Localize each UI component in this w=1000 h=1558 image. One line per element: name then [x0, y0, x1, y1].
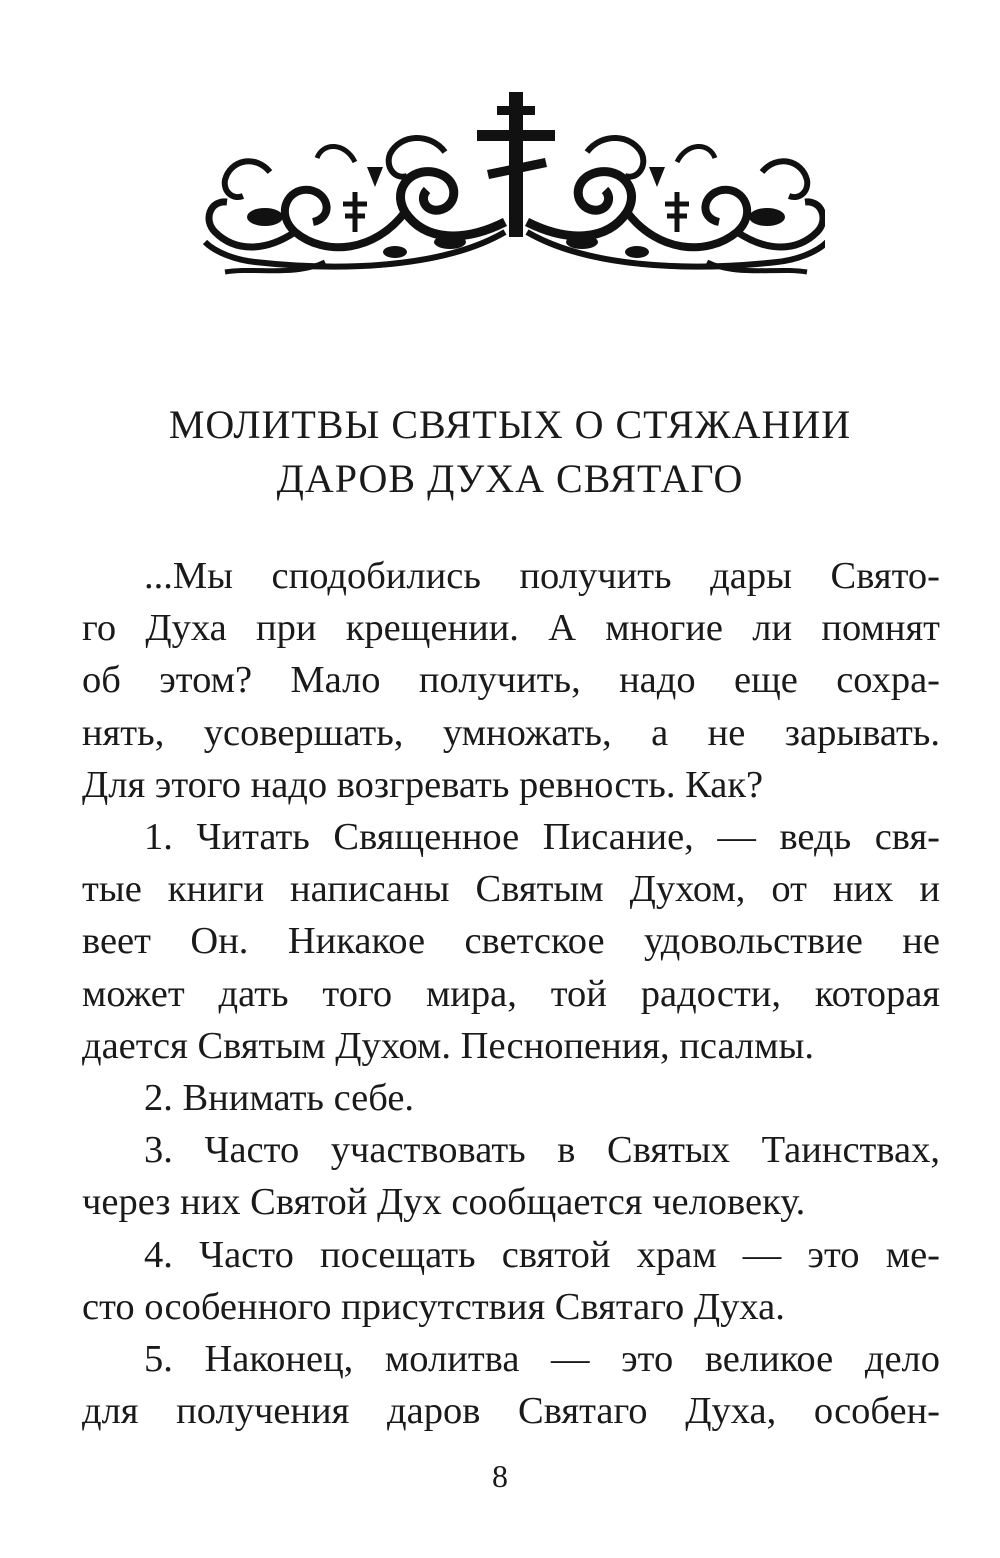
paragraph-item-4: [82, 1229, 940, 1333]
chapter-title-line-1: МОЛИТВЫ СВЯТЫХ О СТЯЖАНИИ: [168, 402, 852, 447]
text-line: веет Он. Никакое светское удовольствие не: [82, 920, 940, 963]
text-line: Для этого надо возгревать ревность. Как?: [82, 763, 764, 806]
text-line: сто особенного присутствия Святаго Духа.: [82, 1285, 785, 1328]
chapter-title-line-2: ДАРОВ ДУХА СВЯТАГО: [276, 456, 744, 501]
text-line: го Духа при крещении. А многие ли помнят: [82, 607, 940, 650]
text-line: 4. Часто посещать святой храм — это ме-: [144, 1233, 940, 1276]
text-line: 3. Часто участвовать в Святых Таинствах,: [144, 1129, 940, 1172]
orthodox-cross-ornament-icon: [195, 92, 825, 292]
text-line: нять, усовершать, умножать, а не зарывать.: [82, 711, 940, 754]
page-number: 8: [492, 1458, 508, 1494]
text-line: через них Святой Дух сообщается человеку.: [82, 1181, 806, 1224]
paragraph-item-5: [82, 1333, 940, 1437]
text-line: 1. Читать Священное Писание, — ведь свя-: [144, 816, 940, 859]
text-line: дается Святым Духом. Песнопения, псалмы.: [82, 1024, 814, 1067]
chapter-title: [80, 398, 940, 506]
text-line: тые книги написаны Святым Духом, от них и: [82, 868, 940, 911]
paragraph-intro: [82, 550, 940, 811]
text-line: 2. Внимать себе.: [144, 1077, 415, 1120]
text-line: ...Мы сподобились получить дары Свято-: [144, 555, 940, 597]
paragraph-item-2: [82, 1072, 940, 1124]
text-line: 5. Наконец, молитва — это великое дело: [144, 1338, 940, 1381]
paragraph-item-1: [82, 811, 940, 1072]
text-line: об этом? Мало получить, надо еще сохра-: [82, 659, 940, 702]
text-line: может дать того мира, той радости, которая: [82, 972, 940, 1015]
text-line: для получения даров Святаго Духа, особен-: [82, 1390, 940, 1433]
paragraph-item-3: [82, 1124, 940, 1228]
body-text: [82, 550, 940, 1437]
